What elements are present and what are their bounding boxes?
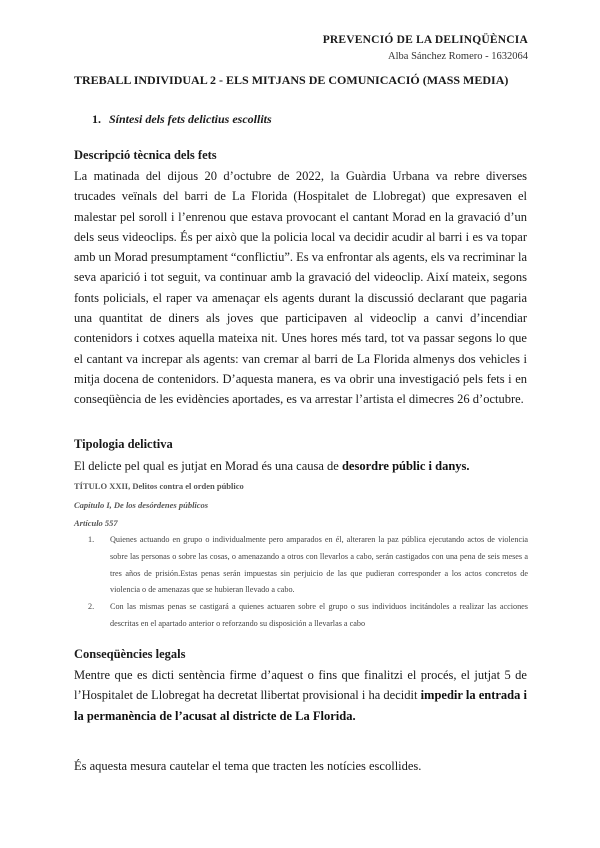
law-item-text: Quienes actuando en grupo o individualmente pero amparados en él, alteraren la paz pública ejecutando actos de violencia sobre las personas o sobre las cosas, o amenazando a otros con llevarlos a cabo, serán castigados con una pena de seis meses a tres años de prisión.Estas penas serán impuestas sin perjuicio de las que pudieran corresponder a los actos concretos de violencia o de amenazas que se hubieran llevado a cabo.	[110, 535, 528, 595]
law-article: Artículo 557	[74, 518, 118, 528]
section-title: Síntesi dels fets delictius escollits	[109, 112, 272, 126]
tipologia-text: El delicte pel qual es jutjat en Morad és una causa de	[74, 459, 342, 473]
tipologia-paragraph	[74, 456, 527, 476]
consequencies-heading: Conseqüències legals	[74, 647, 186, 661]
consequencies-paragraph	[74, 665, 527, 726]
law-item-text: Con las mismas penas se castigará a quienes actuaren sobre el grupo o sus individuos incitándoles a realizar las acciones descritas en el apartado anterior o reforzando su disposición a llevarlas a cabo	[110, 602, 528, 628]
consequencies-text: Mentre que es dicti sentència firme d’aquest o fins que finalitzi el procés, el jutjat 5 de l’Hospitalet de Llobregat ha decretat llibertat provisional i ha decidit	[74, 668, 527, 703]
consequencies-closing: És aquesta mesura cautelar el tema que tracten les notícies escollides.	[74, 759, 422, 773]
tipologia-bold: desordre públic i danys.	[341, 459, 470, 473]
descripcio-paragraph: La matinada del dijous 20 d’octubre de 2022, la Guàrdia Urbana va rebre diverses trucades veïnals del barri de La Florida (Hospitalet de Llobregat) que expresaven el malestar pel soroll i l’enrenou que estava provocant el cantant Morad en la gravació d’un dels seus videoclips. És per això que la policia local va decidir acudir al barri i es va topar amb un Morad presumptament “conflictiu”. Es va enfrontar als agents, els va recriminar la seva aparició i tot seguit, va continuar amb la gravació del videoclip. Així mateix, segons fonts policials, el raper va amenaçar els agents durant la discussió declarant que pagaria una quantitat de diners als joves que participaven al videoclip a canvi d’incendiar contenidors i cotxes aquella mateixa nit. Unes hores més tard, tot va passar segons lo que el cantant va increpar als agents: van cremar al barri de La Florida almenys dos vehicles i mitja docena de contenidors. D’aquesta manera, es va obrir una investigació pels fets i en conseqüència de les evidències aportades, es va arrestar l’artista el dimecres 26 d’octubre.	[74, 169, 527, 407]
document-title: TREBALL INDIVIDUAL 2 - ELS MITJANS DE COMUNICACIÓ (MASS MEDIA)	[74, 73, 509, 87]
header-author: Alba Sánchez Romero - 1632064	[388, 51, 528, 62]
section-heading	[92, 112, 272, 127]
law-item	[88, 599, 528, 633]
section-number: 1.	[92, 112, 101, 126]
law-item-number: 2.	[88, 602, 95, 612]
tipologia-heading: Tipologia delictiva	[74, 437, 173, 451]
law-item	[88, 532, 528, 599]
law-item-number: 1.	[88, 535, 95, 544]
law-items	[88, 532, 528, 633]
consequencies-bold: impedir la entrada i la permanència de l’acusat al districte de La Florida.	[74, 688, 527, 723]
header-course: PREVENCIÓ DE LA DELINQÜÈNCIA	[322, 34, 528, 46]
law-title: TÍTULO XXII, Delitos contra el orden público	[74, 481, 244, 491]
law-chapter: Capítulo I, De los desórdenes públicos	[74, 500, 209, 510]
descripcio-heading: Descripció tècnica dels fets	[74, 148, 217, 162]
